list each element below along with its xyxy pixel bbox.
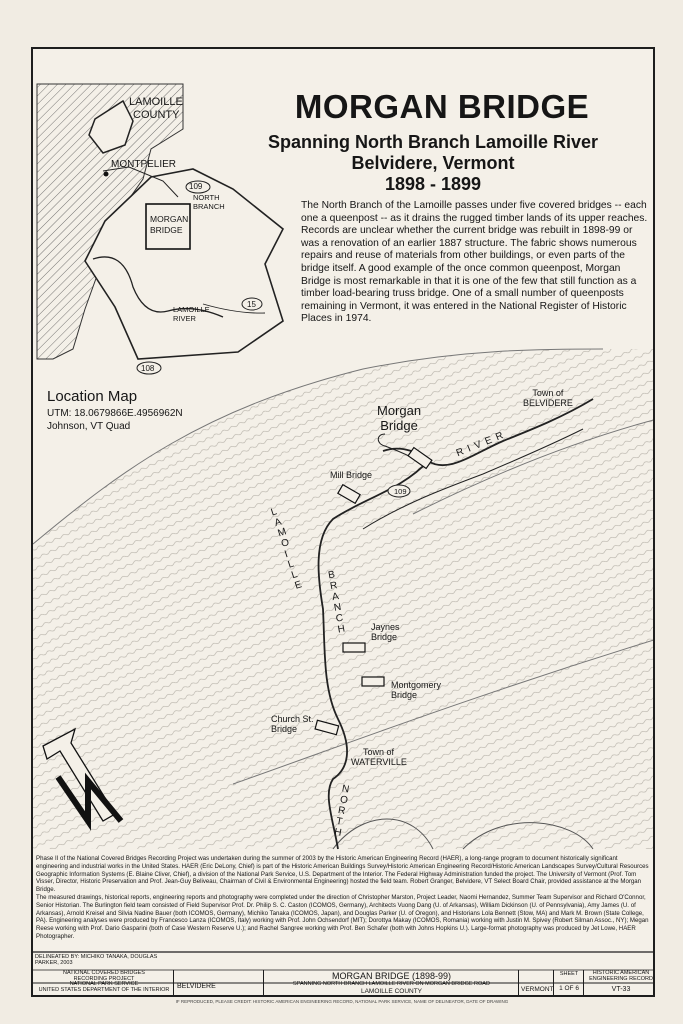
river-letter: V xyxy=(472,438,485,452)
lamoille-letter: L xyxy=(290,568,300,582)
project-line-1: NATIONAL COVERED BRIDGES xyxy=(63,970,145,976)
lamoille-letter: L xyxy=(286,558,297,571)
sheet-cell xyxy=(553,970,583,997)
state-name: VERMONT xyxy=(521,986,554,993)
town-name: BELVIDERE xyxy=(177,983,216,990)
record-number: VT-33 xyxy=(611,986,631,993)
town-waterville-label xyxy=(351,747,407,767)
river-letter: I xyxy=(465,442,474,455)
description: The North Branch of the Lamoille passes under five covered bridges -- each one a queenpost -- as it drains the rugged timber lands of its upper reaches. Records are unclear whether the current bridge was rebuilt in 1898-99 or was a renovation of an earlier 1887 structure. The fabric shows numerous repairs and reuse of materials from other buildings, or even parts of the bridge itself. A good example of the once common queenpost, Morgan Bridge is most remarkable in that it is one of the few that still function as a timber load-bearing truss bridge. One of a small number of queenposts remaining in Vermont, it was entered in the National Register of Historic Places in 1974. xyxy=(301,200,648,325)
quad-name: Johnson, VT Quad xyxy=(47,421,131,432)
north-branch-line-1: NORTH xyxy=(193,193,220,202)
church-bridge-label xyxy=(271,714,314,734)
record-line-2: ENGINEERING RECORD xyxy=(589,975,653,982)
county-line-2: COUNTY xyxy=(133,109,180,121)
morgan-line-1: Morgan xyxy=(377,403,422,418)
inset-north-branch xyxy=(193,194,225,211)
subtitle-span: Spanning North Branch Lamoille River xyxy=(267,132,599,152)
lamoille-letter: M xyxy=(276,526,289,540)
inset-route-109: 109 xyxy=(189,182,203,191)
sheet-label: SHEET xyxy=(559,971,579,977)
church-line-2: Bridge xyxy=(271,724,298,734)
belvidere-line-2: BELVIDERE xyxy=(523,398,573,408)
inset-county-label xyxy=(129,96,183,122)
lamoille-letter: I xyxy=(283,548,291,561)
drawing-sheet xyxy=(31,47,655,997)
lamoille-letter: L xyxy=(269,505,280,519)
lamoille-letter: O xyxy=(279,536,292,550)
montgomery-bridge-marker xyxy=(362,677,384,686)
north-letter: H xyxy=(333,826,344,839)
delineated-by: DELINEATED BY: MICHIKO TANAKA, DOUGLAS PARKER, 2003 xyxy=(35,954,158,967)
page-title: MORGAN BRIDGE xyxy=(294,88,590,125)
river-letter: R xyxy=(494,429,506,444)
inset-route-108: 108 xyxy=(141,364,155,373)
notes-paragraph-2: The measured drawings, historical reports, engineering reports and photography were completed under the direction of Christopher Marston, Project Leader, Naomi Hernandez, Summer Team Supervisor and Richard O'Connor, Senior Historian. The Burlington field team consisted of Field Supervisor Prof. Dr. Philip S. C. Caston (ICOMOS, Germany), Architects Vuong Dang (U. of Arkansas), William Dickinson (U. of Pennsylvania), Amy James (U. of Arkansas), Arnold Kreisel and Silvia Nadine Bauer (both ICOMOS, Germany), Michiko Tanaka (ICOMOS, Japan), and Douglas Parker (U. of Oregon), and Historians Lola Bennett (Stow, MA) and Mark M. Brown (State College, PA). Engineering analyses were produced by Francesco Lanza (ICOMOS, Italy) working with Prof. John Ochsendorf (MIT); Dorottya Makay (ICOMOS, Romania) working with Justin M. Spivey (Robert Silman Assoc., NY); Megan Reese working with Prof. Dario Gasparini (both of Case Western Reserve U.); and Rachel Sangree working with Prof. Ben Schafer (both with Johns Hopkins U.). Large-format photography was produced by Jet Lowe, HAER Photographer. xyxy=(36,893,649,940)
branch-letter: N xyxy=(333,601,344,614)
subtitle-location: Belvidere, Vermont xyxy=(351,153,515,173)
inset-morgan-line-1: MORGAN xyxy=(150,214,189,224)
church-line-1: Church St. xyxy=(271,714,314,724)
north-branch-line-2: BRANCH xyxy=(193,201,225,211)
north-letter: T xyxy=(335,815,345,828)
north-letter: O xyxy=(339,794,350,807)
record-cell xyxy=(583,970,655,997)
inset-morgan-bridge xyxy=(150,214,188,236)
inset-lamoille-line-2: RIVER xyxy=(173,314,196,323)
record-name xyxy=(584,971,655,982)
notes-paragraph-1: Phase II of the National Covered Bridges Recording Project was undertaken during the summer of 2003 by the Historic American Engineering Record (HAER), a long-range program to document historically significant engineering and industrial works in the United States. HAER (Eric DeLony, Chief) is part of the Historic American Buildings Survey/Historic American Engineering Record/Historic American Landscapes Survey/Cultural Resources Geographic Information Systems (E. Blaine Cliver, Chief), a division of the National Park Service, U.S. Department of the Interior. The Federal Highway Administration funded the project. The University of Vermont (Prof. Tom Visser, Director, Historic Preservation and Prof. Jean-Guy Beliveau, Chairman of Civil & Environmental Engineering) hosted the field team. Robert Granger, Belvidere, VT Select Board Chair, provided assistance at the Morgan Bridge. xyxy=(36,855,649,894)
mill-bridge-label: Mill Bridge xyxy=(330,470,373,480)
county-line-1: LAMOILLE xyxy=(129,96,183,108)
branch-letter: B xyxy=(327,569,337,582)
inset-morgan-line-2: BRIDGE xyxy=(150,225,183,235)
north-letter: R xyxy=(337,805,348,818)
project-line-2: RECORDING PROJECT xyxy=(73,975,135,982)
river-letter: E xyxy=(483,434,495,448)
lamoille-letter: E xyxy=(293,578,305,592)
project-block xyxy=(35,971,173,993)
county-name: LAMOILLE COUNTY xyxy=(360,988,423,995)
project-line-4: UNITED STATES DEPARTMENT OF THE INTERIOR xyxy=(38,986,170,993)
branch-letter: R xyxy=(329,579,340,593)
subtitle-dates: 1898 - 1899 xyxy=(384,174,482,194)
map-route-109-label: 109 xyxy=(394,487,407,496)
montgomery-line-1: Montgomery xyxy=(391,680,442,690)
waterville-line-2: WATERVILLE xyxy=(351,757,407,767)
sheet-number: 1 OF 6 xyxy=(559,985,579,992)
montpelier-dot xyxy=(104,172,109,177)
town-cell xyxy=(173,970,263,997)
morgan-line-2: Bridge xyxy=(380,418,418,433)
morgan-bridge-label xyxy=(377,403,421,433)
north-letter: N xyxy=(340,783,351,796)
drawing-subtitle: SPANNING NORTH BRANCH LAMOILLE RIVER ON MORGAN BRIDGE ROAD xyxy=(293,981,490,987)
project-notes xyxy=(36,855,650,941)
jaynes-bridge-label xyxy=(371,622,400,642)
north-arrow-letter-text xyxy=(33,49,34,59)
branch-letter: A xyxy=(331,590,341,604)
town-belvidere-label xyxy=(523,388,573,408)
lamoille-letter: A xyxy=(273,516,284,529)
branch-letter: H xyxy=(336,623,347,636)
utm-coordinates: UTM: 18.0679866E.4956962N xyxy=(47,408,183,419)
state-cell xyxy=(518,970,553,997)
inset-lamoille-river xyxy=(173,305,210,323)
waterville-line-1: Town of xyxy=(363,747,395,757)
montpelier-label: MONTPELIER xyxy=(111,159,177,170)
reproduction-credit: IF REPRODUCED, PLEASE CREDIT: HISTORIC AMERICAN ENGINEERING RECORD, NATIONAL PARK SERVICE, NAME OF DELINEATOR, DATE OF DRAWING xyxy=(175,999,509,1004)
inset-route-15: 15 xyxy=(247,300,256,309)
branch-letter: C xyxy=(335,612,346,625)
location-map-title: Location Map xyxy=(47,388,138,405)
jaynes-line-2: Bridge xyxy=(371,632,398,642)
belvidere-line-1: Town of xyxy=(532,388,564,398)
montgomery-bridge-label xyxy=(391,680,441,700)
jaynes-bridge-marker xyxy=(343,643,365,652)
inset-lamoille-line-1: LAMOILLE xyxy=(173,305,210,314)
drawing-title-cell xyxy=(263,970,518,997)
project-line-3: NATIONAL PARK SERVICE xyxy=(69,981,139,988)
montgomery-line-2: Bridge xyxy=(391,690,418,700)
record-line-1: HISTORIC AMERICAN xyxy=(592,970,650,976)
river-letter: R xyxy=(454,445,467,460)
jaynes-line-1: Jaynes xyxy=(371,622,400,632)
drawing-title: MORGAN BRIDGE (1898-99) xyxy=(331,971,452,981)
